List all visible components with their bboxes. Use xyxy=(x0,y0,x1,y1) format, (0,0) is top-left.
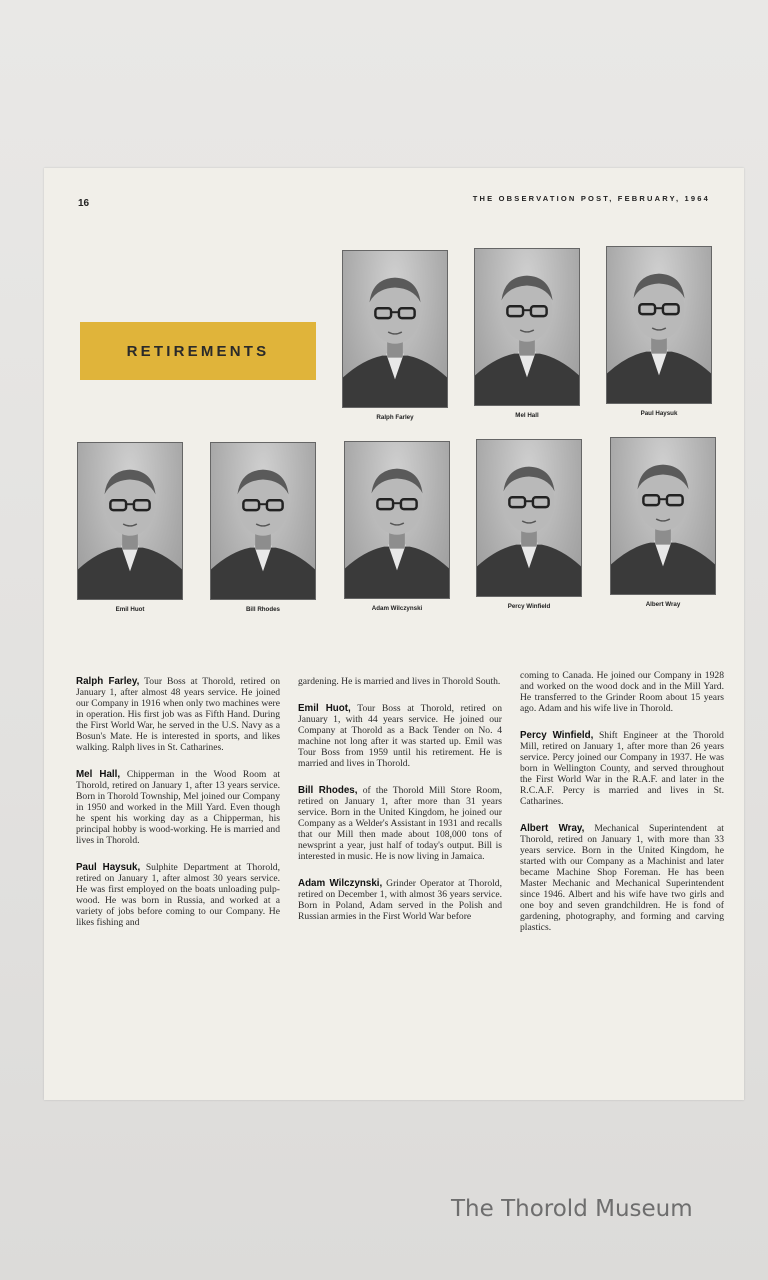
portrait-caption: Bill Rhodes xyxy=(245,606,281,613)
portrait-percy-winfield xyxy=(476,439,582,610)
portrait-photo xyxy=(342,250,448,408)
portrait-mel-hall xyxy=(474,248,580,419)
portrait-paul-haysuk xyxy=(606,246,712,417)
article-adam-wilczynski-continued xyxy=(520,670,724,714)
magazine-page xyxy=(44,168,744,1100)
article-text: Chipperman in the Wood Room at Thorold, retired on January 1, after 13 years service. Born in Thorold Township, Mel joined our Company in 1950 and worked in the Mill Yard. Even though he spent his working day as a Chipperman, his principal hobby is wood-working. He is married and lives in Thorold. xyxy=(76,769,281,846)
article-column-1 xyxy=(76,676,280,944)
article-ralph-farley xyxy=(76,676,280,753)
article-name: Emil Huot, xyxy=(298,703,351,714)
article-text: coming to Canada. He joined our Company in 1928 and worked on the wood dock and in the Mill Yard. He transferred to the Grinder Room about 15 years ago. Adam and his wife live in Thorold. xyxy=(520,670,724,714)
portrait-photo xyxy=(210,442,316,600)
portrait-emil-huot xyxy=(77,442,183,613)
portrait-silhouette xyxy=(78,443,182,599)
article-column-3 xyxy=(520,670,724,949)
article-text: Tour Boss at Thorold, retired on January 1, with 44 years service. He joined our Company at Thorold as a Back Tender on No. 4 machine not long after it was started up. Emil was Tour Boss from 1959 until his retirement. He is married and lives in Thorold. xyxy=(298,703,502,769)
portrait-silhouette xyxy=(211,443,315,599)
article-bill-rhodes xyxy=(298,785,502,862)
portrait-caption: Mel Hall xyxy=(515,412,539,419)
article-percy-winfield xyxy=(520,730,724,807)
portrait-photo xyxy=(610,437,716,595)
article-name: Adam Wilczynski, xyxy=(298,878,383,889)
portrait-silhouette xyxy=(475,249,579,405)
portrait-silhouette xyxy=(477,440,581,596)
retirements-banner xyxy=(80,322,316,380)
article-text: Shift Engineer at the Thorold Mill, retired on January 1, after more than 26 years service. Percy joined our Company in 1937. He was born in Wellington County, and served throughout the First World War in the R.A.F. and later in the R.C.A.F. Percy is married and lives in St. Catharines. xyxy=(520,730,724,807)
museum-watermark: The Thorold Museum xyxy=(451,1196,693,1222)
article-name: Ralph Farley, xyxy=(76,676,140,687)
running-head: THE OBSERVATION POST, FEBRUARY, 1964 xyxy=(472,194,710,203)
article-emil-huot xyxy=(298,703,502,769)
article-text: Mechanical Superintendent at Thorold, retired on January 1, with more than 33 years service. Born in the United Kingdom, he started with our Company as a Machinist and later became Machine Shop Foreman. He has been Master Mechanic and Mechanical Superintendent since 1946. Albert and his wife have two girls and one boy and seven grandchildren. He is fond of gardening, photography, and forming and carving plastics. xyxy=(520,823,724,933)
article-text: of the Thorold Mill Store Room, retired on January 1, after more than 31 years service. Born in the United Kingdom, he joined our Company as a Welder's Assistant in 1931 and recalls that our Mill then made about 108,000 tons of newsprint a year, just half of today's output. Bill is interested in music. He is now living in Jamaica. xyxy=(298,785,502,862)
portrait-caption: Ralph Farley xyxy=(376,414,414,421)
article-name: Mel Hall, xyxy=(76,769,121,780)
article-text: Sulphite Department at Thorold, retired on January 1, after almost 30 years service. He was first employed on the boats unloading pulp-wood. He was born in Russia, and worked at a variety of jobs before coming to our Company. He likes fishing and xyxy=(76,862,280,928)
portrait-photo xyxy=(474,248,580,406)
portrait-photo xyxy=(476,439,582,597)
portrait-silhouette xyxy=(345,442,449,598)
article-name: Albert Wray, xyxy=(520,823,585,834)
article-name: Paul Haysuk, xyxy=(76,862,141,873)
portrait-silhouette xyxy=(607,247,711,403)
portrait-caption: Adam Wilczynski xyxy=(371,605,423,612)
portrait-bill-rhodes xyxy=(210,442,316,613)
article-text: Grinder Operator at Thorold, retired on December 1, with almost 36 years service. Born in Poland, Adam served in the Polish and Russian armies in the First World War before xyxy=(298,878,502,922)
portrait-caption: Paul Haysuk xyxy=(640,410,678,417)
portrait-photo xyxy=(344,441,450,599)
article-name: Percy Winfield, xyxy=(520,730,594,741)
portrait-silhouette xyxy=(611,438,715,594)
article-mel-hall xyxy=(76,769,280,846)
portrait-adam-wilczynski xyxy=(344,441,450,612)
article-paul-haysuk xyxy=(76,862,280,928)
portrait-caption: Emil Huot xyxy=(115,606,145,613)
portrait-caption: Albert Wray xyxy=(645,601,681,608)
article-paul-haysuk-continued xyxy=(298,676,502,687)
article-text: gardening. He is married and lives in Thorold South. xyxy=(298,676,501,687)
portrait-albert-wray xyxy=(610,437,716,608)
article-albert-wray xyxy=(520,823,724,933)
portrait-ralph-farley xyxy=(342,250,448,421)
article-column-2 xyxy=(298,676,502,938)
portrait-photo xyxy=(606,246,712,404)
article-name: Bill Rhodes, xyxy=(298,785,358,796)
portrait-caption: Percy Winfield xyxy=(507,603,551,610)
article-text: Tour Boss at Thorold, retired on January 1, after almost 48 years service. He joined our Company in 1916 when only two machines were in operation. His first job was as Fifth Hand. During the First World War, he served in the U.S. Navy as a Bosun's Mate. He is interested in sports, and likes walking. Ralph lives in St. Catharines. xyxy=(76,676,280,753)
page-number: 16 xyxy=(78,198,90,209)
portrait-photo xyxy=(77,442,183,600)
portrait-silhouette xyxy=(343,251,447,407)
article-adam-wilczynski xyxy=(298,878,502,922)
banner-title: RETIREMENTS xyxy=(126,342,270,360)
